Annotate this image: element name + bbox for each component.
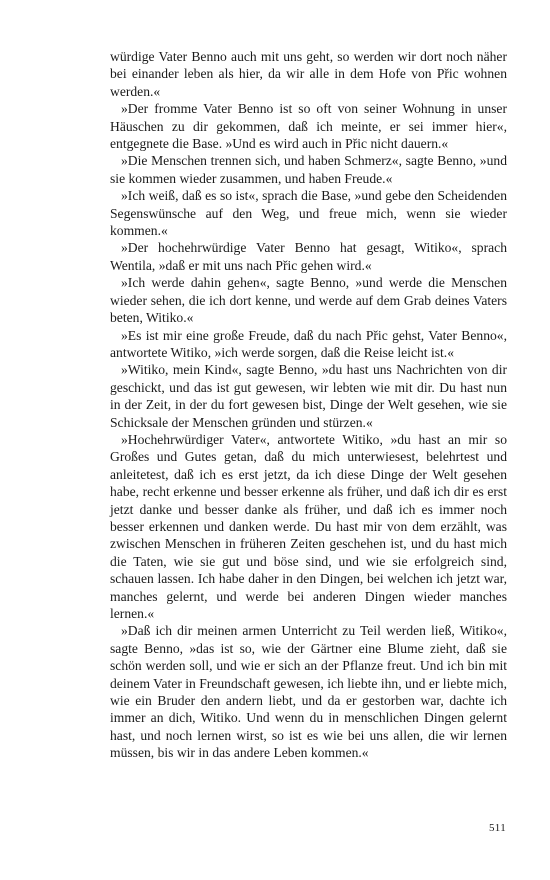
paragraph-1: würdige Vater Benno auch mit uns geht, so werden wir dort noch näher bei einander leben als hier, da wir alle in dem Hofe von Přic wohnen werden.«	[110, 49, 507, 99]
page-number: 511	[489, 822, 506, 834]
paragraph-6: »Ich werde dahin gehen«, sagte Benno, »und werde die Menschen wieder sehen, die ich dort kenne, und werde auf dem Grab deines Vaters beten, Witiko.«	[110, 275, 507, 326]
paragraph-7: »Es ist mir eine große Freude, daß du nach Přic gehst, Vater Benno«, antwortete Witiko, »ich werde sorgen, daß die Reise leicht ist.«	[110, 327, 507, 360]
paragraph-8: »Witiko, mein Kind«, sagte Benno, »du hast uns Nachrichten von dir geschickt, und das ist gut gewesen, wir lebten wie mit dir. Du hast nun in der Zeit, in der du fort gewesen bist, Dinge der Welt gesehen, wie sie Schicksale der Menschen gründen und stürzen.«	[110, 362, 507, 430]
text-body	[110, 48, 507, 762]
paragraph-2: »Der fromme Vater Benno ist so oft von seiner Wohnung in unser Häuschen zu dir gekommen, daß ich meinte, er sei immer hier«, entgegnete die Base. »Und es wird auch in Přic nicht dauern.«	[110, 101, 507, 152]
paragraph-9: »Hochehrwürdiger Vater«, antwortete Witiko, »du hast an mir so Großes und Gutes getan, daß du mich unterwiesest, belehrtest und anleitetest, daß ich es erst jetzt, da ich diese Dinge der Welt gesehen habe, recht erkenne und besser erkenne als früher, und daß ich dir es erst jetzt danke und besser danke als früher, und daß ich es immer noch besser erkennen und danken werde. Du hast mir von dem erzählt, was zwischen Menschen in früheren Zeiten geschehen ist, und du hast mich die Taten, wie sie gut und böse sind, und wie sie erfolgreich sind, schauen lassen. Ich habe daher in den Dingen, bei welchen ich jetzt war, manches gelernt, und werde bei anderen Dingen wieder manches lernen.«	[110, 431, 507, 621]
paragraph-10: »Daß ich dir meinen armen Unterricht zu Teil werden ließ, Witiko«, sagte Benno, »das ist so, wie der Gärtner eine Blume zieht, daß sie schön werden soll, und wie er sich an der Pflanze freut. Und ich bin mit deinem Vater in Freundschaft gewesen, ich liebte ihn, und er liebte mich, wie ein Bruder den andern liebt, und da er gestorben war, dachte ich immer an dich, Witiko. Und wenn du in menschlichen Dingen gelernt hast, und noch lernen wirst, so ist es wie bei uns allen, die wir lernen müssen, bis wir in das andere Leben kommen.«	[110, 623, 507, 761]
paragraph-5: »Der hochehrwürdige Vater Benno hat gesagt, Witiko«, sprach Wentila, »daß er mit uns nach Přic gehen wird.«	[110, 240, 507, 273]
paragraph-4: »Ich weiß, daß es so ist«, sprach die Base, »und gebe den Scheidenden Segenswünsche auf den Weg, und freue mich, wenn sie wieder kommen.«	[110, 188, 507, 239]
paragraph-3: »Die Menschen trennen sich, und haben Schmerz«, sagte Benno, »und sie kommen wieder zusammen, und haben Freude.«	[110, 153, 507, 186]
